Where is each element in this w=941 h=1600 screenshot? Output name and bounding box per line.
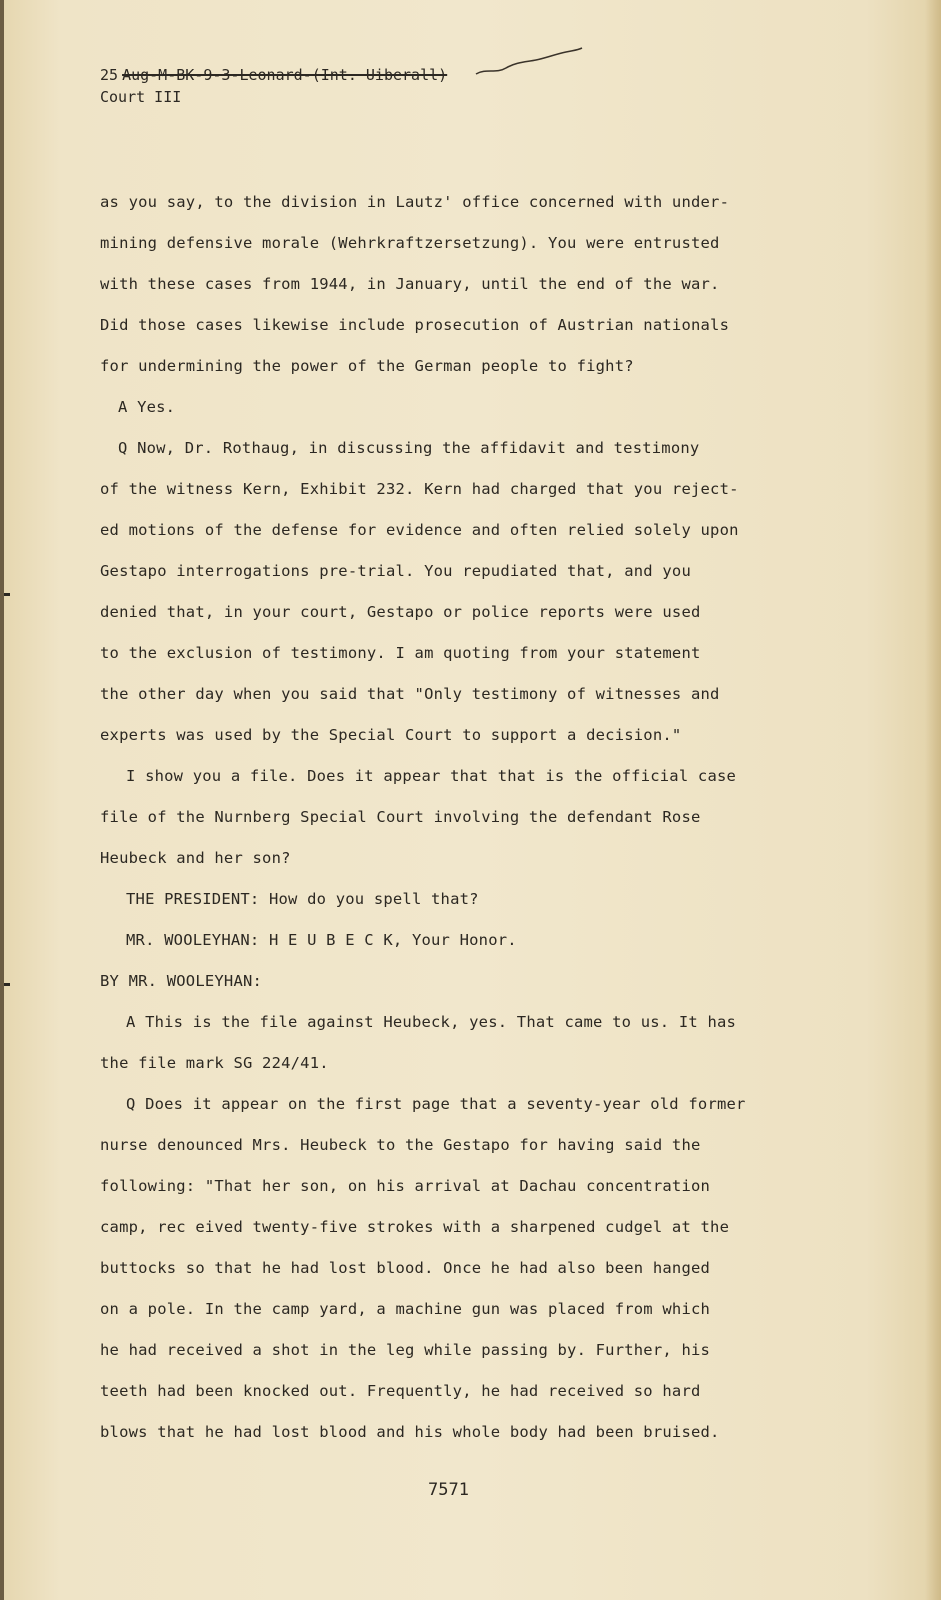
transcript-line: following: "That her son, on his arrival at Dachau concentration: [100, 1177, 711, 1195]
transcript-line: I show you a file. Does it appear that that is the official case: [126, 767, 737, 785]
handwritten-squiggle-mark: [474, 44, 584, 80]
transcript-line: Q Now, Dr. Rothaug, in discussing the affidavit and testimony: [118, 439, 700, 457]
left-edge-mark: [4, 983, 10, 986]
transcript-line: THE PRESIDENT: How do you spell that?: [126, 890, 479, 908]
transcript-line: A Yes.: [118, 398, 176, 416]
transcript-line: buttocks so that he had lost blood. Once he had also been hanged: [100, 1259, 711, 1277]
transcript-line: on a pole. In the camp yard, a machine gun was placed from which: [100, 1300, 711, 1318]
transcript-line: for undermining the power of the German people to fight?: [100, 357, 634, 375]
transcript-line: experts was used by the Special Court to support a decision.": [100, 726, 682, 744]
transcript-body: [100, 182, 830, 1453]
transcript-line: the other day when you said that "Only testimony of witnesses and: [100, 685, 720, 703]
transcript-line: denied that, in your court, Gestapo or police reports were used: [100, 603, 701, 621]
left-edge-mark: [4, 593, 10, 596]
transcript-line: ed motions of the defense for evidence and often relied solely upon: [100, 521, 739, 539]
transcript-line: he had received a shot in the leg while passing by. Further, his: [100, 1341, 711, 1359]
header-page-ref: 25: [100, 66, 119, 84]
transcript-line: of the witness Kern, Exhibit 232. Kern had charged that you reject-: [100, 480, 739, 498]
transcript-line: teeth had been knocked out. Frequently, he had received so hard: [100, 1382, 701, 1400]
transcript-line: to the exclusion of testimony. I am quoting from your statement: [100, 644, 701, 662]
transcript-line: A This is the file against Heubeck, yes. That came to us. It has: [126, 1013, 737, 1031]
transcript-line: mining defensive morale (Wehrkraftzersetzung). You were entrusted: [100, 234, 720, 252]
header-struck-text: Aug-M-BK-9-3-Leonard-(Int. Uiberall): [122, 66, 448, 84]
transcript-line: Q Does it appear on the first page that a seventy-year old former: [126, 1095, 746, 1113]
header-court: Court III: [100, 88, 182, 106]
transcript-line: blows that he had lost blood and his whole body had been bruised.: [100, 1423, 720, 1441]
page-header: [100, 64, 447, 108]
transcript-line: as you say, to the division in Lautz' office concerned with under-: [100, 193, 730, 211]
transcript-line: MR. WOOLEYHAN: H E U B E C K, Your Honor.: [126, 931, 517, 949]
transcript-line: the file mark SG 224/41.: [100, 1054, 329, 1072]
page-number: 7571: [428, 1480, 469, 1500]
transcript-line: with these cases from 1944, in January, until the end of the war.: [100, 275, 720, 293]
transcript-line: Did those cases likewise include prosecution of Austrian nationals: [100, 316, 730, 334]
transcript-line: Heubeck and her son?: [100, 849, 291, 867]
transcript-line: camp, rec eived twenty-five strokes with a sharpened cudgel at the: [100, 1218, 730, 1236]
transcript-line: Gestapo interrogations pre-trial. You repudiated that, and you: [100, 562, 691, 580]
transcript-line: nurse denounced Mrs. Heubeck to the Gestapo for having said the: [100, 1136, 701, 1154]
transcript-line: BY MR. WOOLEYHAN:: [100, 972, 263, 990]
header-reference-line: [100, 64, 447, 86]
transcript-line: file of the Nurnberg Special Court involving the defendant Rose: [100, 808, 701, 826]
